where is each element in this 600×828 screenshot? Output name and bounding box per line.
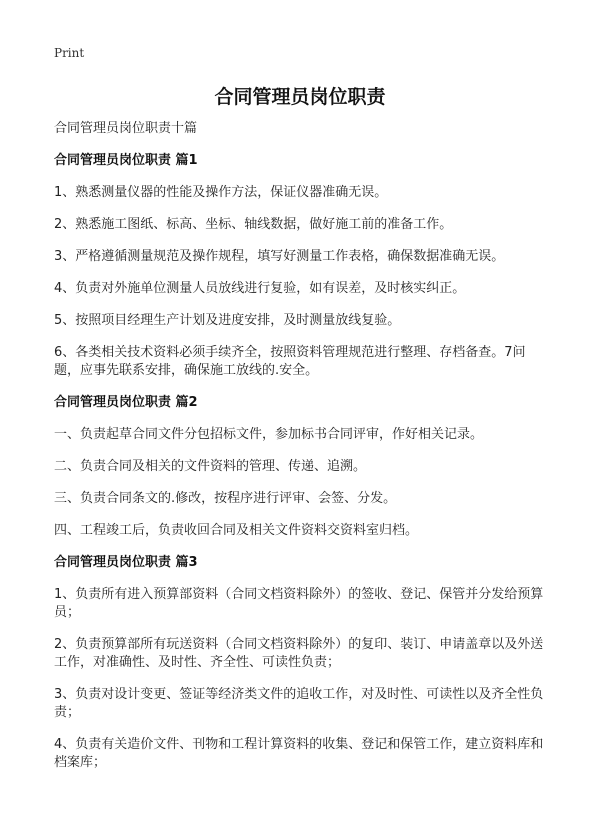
print-label: Print [54, 46, 85, 60]
section-heading: 合同管理员岗位职责 篇1 [54, 153, 198, 168]
paragraph: 二、负责合同及相关的文件资料的管理、传递、追溯。 [54, 459, 367, 474]
section-3 [54, 554, 548, 772]
paragraph: 一、负责起草合同文件分包招标文件，参加标书合同评审，作好相关记录。 [54, 427, 484, 442]
paragraph: 4、负责对外施单位测量人员放线进行复验，如有误差，及时核实纠正。 [54, 281, 466, 296]
document-title: 合同管理员岗位职责 [214, 86, 386, 108]
paragraph: 6、各类相关技术资料必须手续齐全，按照资料管理规范进行整理、存档备查。7问题，应事先联系安排，确保施工放线的.安全。 [54, 345, 526, 378]
paragraph: 四、工程竣工后，负责收回合同及相关文件资料交资料室归档。 [54, 523, 419, 538]
paragraph: 2、负责预算部所有玩送资料（合同文档资料除外）的复印、装订、申请盖章以及外送工作，对准确性、及时性、齐全性、可读性负责； [54, 637, 544, 670]
paragraph: 3、负责对设计变更、签证等经济类文件的追收工作，对及时性、可读性以及齐全性负责； [54, 687, 544, 720]
section-heading: 合同管理员岗位职责 篇2 [54, 395, 198, 410]
paragraph: 4、负责有关造价文件、刊物和工程计算资料的收集、登记和保管工作，建立资料库和档案库； [54, 737, 544, 770]
document-body [54, 120, 548, 786]
section-2 [54, 394, 548, 540]
paragraph: 2、熟悉施工图纸、标高、坐标、轴线数据，做好施工前的准备工作。 [54, 217, 453, 232]
section-1 [54, 152, 548, 380]
paragraph: 3、严格遵循测量规范及操作规程，填写好测量工作表格，确保数据准确无误。 [54, 249, 505, 264]
paragraph: 1、负责所有进入预算部资料（合同文档资料除外）的签收、登记、保管并分发给预算员； [54, 587, 544, 620]
section-heading: 合同管理员岗位职责 篇3 [54, 555, 198, 570]
paragraph: 5、按照项目经理生产计划及进度安排，及时测量放线复验。 [54, 313, 401, 328]
paragraph: 1、熟悉测量仪器的性能及操作方法，保证仪器准确无误。 [54, 185, 388, 200]
document-subtitle: 合同管理员岗位职责十篇 [54, 121, 198, 136]
paragraph: 三、负责合同条文的.修改，按程序进行评审、会签、分发。 [54, 491, 397, 506]
